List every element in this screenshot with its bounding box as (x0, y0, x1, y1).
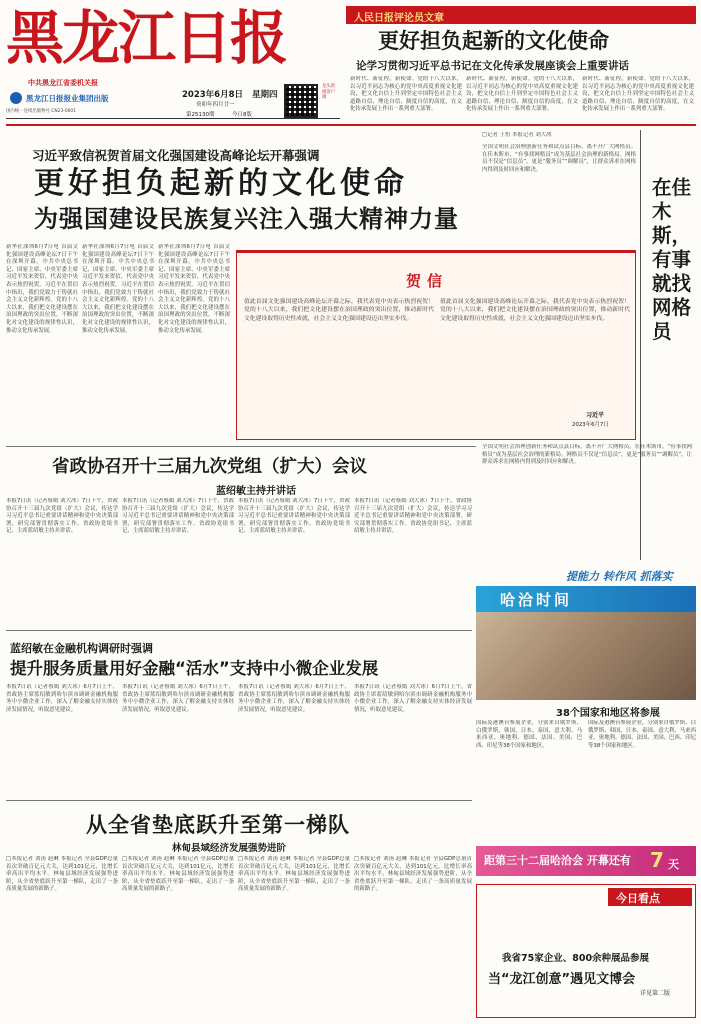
lead-body-col2: 新华社深圳6月7日电 首届文化强国建设高峰论坛7日下午在深圳开幕。中共中央总书记、国家主席、中央军委主席习近平发来贺信，代表党中央表示热烈祝贺。习近平在贺信中指出，我们党致力于铸就社会主义文化新辉煌。党的十八大以来，我们把文化建设摆在治国理政的突出位置，不断深化对文化建设的规律性认识，推动文化传承发展。 (82, 244, 154, 334)
sidebar-body-bottom: 全国文明社会治理创新任务和试点县目标，离不开广大网格员。在佳木斯市，“有事找网格员”成为基层社会治理的新格局。网格员不仅是“信息员”，更是“服务员”“调解员”，让群众诉求在网格内得到及时回应和解决。 (482, 444, 692, 466)
publisher-line: 中共黑龙江省委机关报 (28, 79, 98, 87)
masthead-title: 黑龙江日报 (6, 4, 287, 72)
county-body-col2: □本报记者 刘汤 赵琳 本报记者 全县GDP总量首次突破百亿元大关，达到101亿元，比增长率高出平均水平。林甸县域经济发展强势进阶，从全省垫底跃升至第一梯队，走出了一条高质量发展的新路子。 (122, 856, 234, 893)
issue-weekday: 星期四 (252, 90, 278, 100)
promo-photo (476, 612, 696, 700)
issue-number: 第25130期 (186, 112, 215, 118)
publication-code: 国内统一连续出版物号 CN23-0001 (6, 109, 76, 114)
qr-code-label: 龙头新闻客户端 (322, 84, 336, 101)
congrats-top-bar (236, 250, 636, 253)
commentary-body-col3: 新时代、新征程，新使命。党的十八大以来，以习近平同志为核心的党中央高度重视文化建设，把文化自信上升到坚定中国特色社会主义道路自信、理论自信、制度自信的高度，在文化传承发展上作出一系列重大部署。 (582, 76, 694, 113)
lead-headline-1: 更好担负起新的文化使命 (34, 166, 408, 201)
cppcc-subhead: 蓝绍敏主持并讲话 (216, 486, 296, 497)
today-line-1[interactable]: 我省75家企业、800余种展品参展 (502, 953, 650, 964)
cppcc-body-col2: 本报7日讯（记者蔡嫣 刘大冰）7日下午，省政协召开十三届九次党组（扩大）会议，传达学习习近平总书记重要讲话精神和党中央决策部署，研究部署贯彻落实工作。省政协党组书记、主席蓝绍敏主持并讲话。 (122, 498, 234, 535)
lead-kicker: 习近平致信祝贺首届文化强国建设高峰论坛开幕强调 (32, 148, 320, 163)
lead-body-col1: 新华社深圳6月7日电 首届文化强国建设高峰论坛7日下午在深圳开幕。中共中央总书记、国家主席、中央军委主席习近平发来贺信，代表党中央表示热烈祝贺。习近平在贺信中指出，我们党致力于铸就社会主义文化新辉煌。党的十八大以来，我们把文化建设摆在治国理政的突出位置，不断深化对文化建设的规律性认识，推动文化传承发展。 (6, 244, 78, 334)
county-headline: 从全省垫底跃升至第一梯队 (86, 813, 350, 837)
sidebar-byline: □记者 王恒 本报记者 刘大冰 (482, 132, 552, 138)
commentary-headline: 更好担负起新的文化使命 (378, 29, 609, 53)
today-line-2[interactable]: 当“龙江创意”遇见文博会 (488, 972, 636, 987)
promo-slogan: 提能力 转作风 抓落实 (566, 570, 673, 583)
publisher-logo-icon (10, 92, 22, 104)
countdown-label: 距第三十二届哈洽会 开幕还有 (484, 854, 631, 867)
commentary-subhead: 论学习贯彻习近平总书记在文化传承发展座谈会上重要讲话 (356, 60, 629, 72)
promo-caption: 38个国家和地区将参展 (556, 708, 660, 719)
issue-date: 2023年6月8日 (182, 90, 243, 100)
today-page-ref: 详见第二版 (640, 990, 671, 997)
congrats-date: 2023年6月7日 (572, 422, 609, 428)
qr-code-icon[interactable] (284, 84, 318, 118)
finance-kicker: 蓝绍敏在金融机构调研时强调 (10, 642, 153, 655)
cppcc-headline: 省政协召开十三届九次党组（扩大）会议 (52, 457, 367, 477)
promo-body-col2: 国际及港澳台参展企业，分别来自俄罗斯、白俄罗斯、韩国、日本、泰国、意大利、马来西亚、奥地利、德国、法国、美国、巴西、印尼等38个国家和地区。 (588, 720, 696, 749)
congrats-title: 贺信 (406, 272, 449, 290)
county-body-col3: □本报记者 刘汤 赵琳 本报记者 全县GDP总量首次突破百亿元大关，达到101亿元，比增长率高出平均水平。林甸县域经济发展强势进阶，从全省垫底跃升至第一梯队，走出了一条高质量发展的新路子。 (238, 856, 350, 893)
sidebar-headline: 在佳木斯，有事就找网格员 (652, 176, 692, 343)
county-rule (6, 800, 472, 801)
masthead-rule (6, 118, 340, 119)
commentary-body-col2: 新时代、新征程，新使命。党的十八大以来，以习近平同志为核心的党中央高度重视文化建设，把文化自信上升到坚定中国特色社会主义道路自信、理论自信、制度自信的高度，在文化传承发展上作出一系列重大部署。 (466, 76, 578, 113)
congrats-body-right: 值此首届文化强国建设高峰论坛开幕之际，我代表党中央表示热烈祝贺！党的十八大以来，我们把文化建设摆在治国理政的突出位置，推动新时代文化建设取得历史性成就，社会主义文化强国建设迈出坚实步伐。 (440, 299, 630, 322)
finance-rule (6, 630, 472, 631)
promo-banner-title: 哈洽时间 (500, 591, 573, 609)
lead-headline-2: 为强国建设民族复兴注入强大精神力量 (34, 205, 459, 233)
cppcc-body-col3: 本报7日讯（记者蔡嫣 刘大冰）7日下午，省政协召开十三届九次党组（扩大）会议，传达学习习近平总书记重要讲话精神和党中央决策部署，研究部署贯彻落实工作。省政协党组书记、主席蓝绍敏主持并讲话。 (238, 498, 350, 535)
countdown-unit: 天 (668, 858, 679, 871)
cppcc-rule (6, 446, 476, 447)
congrats-body-left: 值此首届文化强国建设高峰论坛开幕之际，我代表党中央表示热烈祝贺！党的十八大以来，我们把文化建设摆在治国理政的突出位置，推动新时代文化建设取得历史性成就，社会主义文化强国建设迈出坚实步伐。 (244, 299, 434, 322)
commentary-body-col1: 新时代、新征程，新使命。党的十八大以来，以习近平同志为核心的党中央高度重视文化建设，把文化自信上升到坚定中国特色社会主义道路自信、理论自信、制度自信的高度，在文化传承发展上作出一系列重大部署。 (350, 76, 462, 113)
header-bottom-rule (6, 124, 696, 126)
finance-body-col3: 本报7日讯（记者蔡嫣 刘大冰）6月7日上午，省政协主席蓝绍敏到哈尔滨市调研金融机构服务中小微企业工作，深入了解金融支持实体经济发展情况，听取意见建议。 (238, 684, 350, 713)
finance-body-col1: 本报7日讯（记者蔡嫣 刘大冰）6月7日上午，省政协主席蓝绍敏到哈尔滨市调研金融机构服务中小微企业工作，深入了解金融支持实体经济发展情况，听取意见建议。 (6, 684, 118, 713)
page-count: 今日8版 (232, 112, 252, 118)
congrats-signature: 习近平 (586, 412, 605, 419)
finance-headline: 提升服务质量用好金融“活水”支持中小微企业发展 (10, 659, 379, 678)
cppcc-body-col4: 本报7日讯（记者蔡嫣 刘大冰）7日下午，省政协召开十三届九次党组（扩大）会议，传达学习习近平总书记重要讲话精神和党中央决策部署，研究部署贯彻落实工作。省政协党组书记、主席蓝绍敏主持并讲话。 (354, 498, 472, 535)
lunar-date: 癸卯年四月廿一 (196, 102, 235, 108)
county-body-col4: □本报记者 刘汤 赵琳 本报记者 全县GDP总量首次突破百亿元大关，达到101亿元，比增长率高出平均水平。林甸县域经济发展强势进阶，从全省垫底跃升至第一梯队，走出了一条高质量发展的新路子。 (354, 856, 472, 893)
sidebar-body-top: 全国文明社会治理创新任务和试点县目标，离不开广大网格员。在佳木斯市，“有事找网格员”成为基层社会治理的新格局。网格员不仅是“信息员”，更是“服务员”“调解员”，让群众诉求在网格内得到及时回应和解决。 (482, 144, 636, 173)
finance-body-col4: 本报7日讯（记者蔡嫣 刘大冰）6月7日上午，省政协主席蓝绍敏到哈尔滨市调研金融机构服务中小微企业工作，深入了解金融支持实体经济发展情况，听取意见建议。 (354, 684, 472, 713)
county-body-col1: □本报记者 刘汤 赵琳 本报记者 全县GDP总量首次突破百亿元大关，达到101亿元，比增长率高出平均水平。林甸县域经济发展强势进阶，从全省垫底跃升至第一梯队，走出了一条高质量发展的新路子。 (6, 856, 118, 893)
promo-body-col1: 国际及港澳台参展企业，分别来自俄罗斯、白俄罗斯、韩国、日本、泰国、意大利、马来西亚、奥地利、德国、法国、美国、巴西、印尼等38个国家和地区。 (476, 720, 582, 749)
countdown-days: 7 (650, 848, 664, 872)
commentary-header: 人民日报评论员文章 (354, 13, 444, 24)
today-header: 今日看点 (616, 892, 660, 905)
cppcc-body-col1: 本报7日讯（记者蔡嫣 刘大冰）7日下午，省政协召开十三届九次党组（扩大）会议，传达学习习近平总书记重要讲话精神和党中央决策部署，研究部署贯彻落实工作。省政协党组书记、主席蓝绍敏主持并讲话。 (6, 498, 118, 535)
county-subhead: 林甸县域经济发展强势进阶 (172, 843, 287, 854)
finance-body-col2: 本报7日讯（记者蔡嫣 刘大冰）6月7日上午，省政协主席蓝绍敏到哈尔滨市调研金融机构服务中小微企业工作，深入了解金融支持实体经济发展情况，听取意见建议。 (122, 684, 234, 713)
publisher-group: 黑龙江日报报业集团出版 (26, 94, 109, 103)
lead-body-col3: 新华社深圳6月7日电 首届文化强国建设高峰论坛7日下午在深圳开幕。中共中央总书记、国家主席、中央军委主席习近平发来贺信，代表党中央表示热烈祝贺。习近平在贺信中指出，我们党致力于铸就社会主义文化新辉煌。党的十八大以来，我们把文化建设摆在治国理政的突出位置，不断深化对文化建设的规律性认识，推动文化传承发展。 (158, 244, 230, 334)
